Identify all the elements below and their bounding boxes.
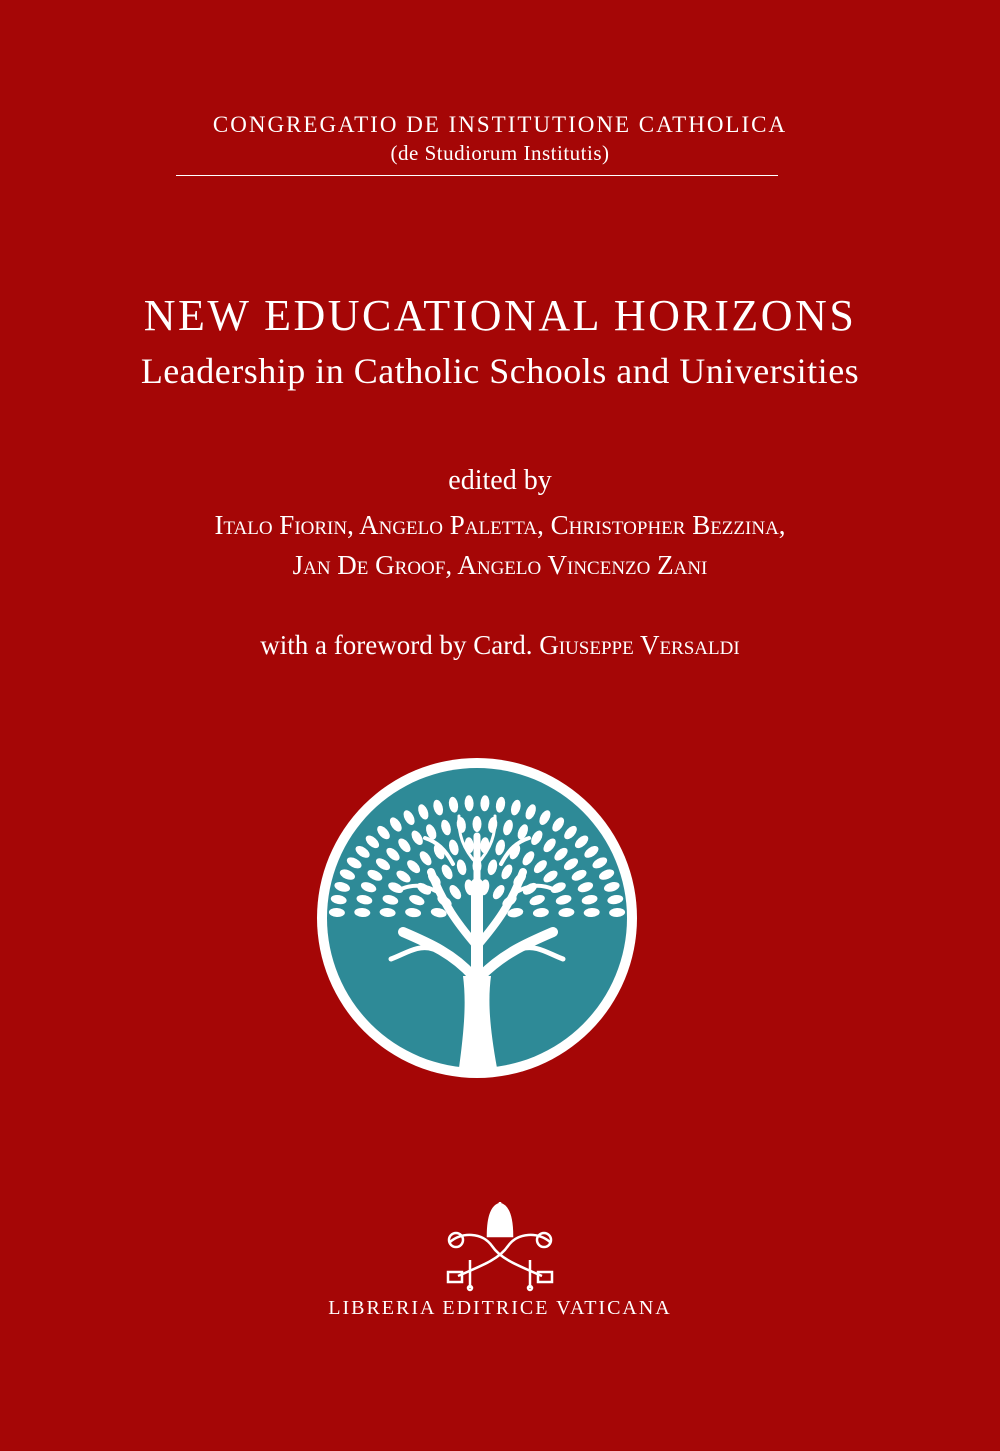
- foreword-prefix: with a foreword by Card.: [260, 630, 540, 660]
- book-subtitle: Leadership in Catholic Schools and Universities: [140, 351, 860, 391]
- editors-line-1: Italo Fiorin, Angelo Paletta, Christopher Bezzina,: [214, 510, 786, 540]
- foreword-credit: [0, 630, 1000, 661]
- papal-crest-icon: [442, 1202, 558, 1292]
- tree-leaf: [473, 816, 482, 832]
- header-divider: [176, 175, 778, 176]
- congregation-name: CONGREGATIO DE INSTITUTIONE CATHOLICA: [212, 112, 788, 137]
- publisher-name: LIBRERIA EDITRICE VATICANA: [328, 1297, 672, 1319]
- editors-line-2: Jan De Groof, Angelo Vincenzo Zani: [292, 550, 708, 580]
- foreword-author: Giuseppe Versaldi: [539, 630, 740, 660]
- tree-leaf: [473, 858, 482, 874]
- book-title: NEW EDUCATIONAL HORIZONS: [143, 291, 857, 340]
- congregation-subline: (de Studiorum Institutis): [390, 141, 610, 165]
- edited-by-label: edited by: [448, 465, 552, 496]
- tree-icon: [313, 754, 641, 1082]
